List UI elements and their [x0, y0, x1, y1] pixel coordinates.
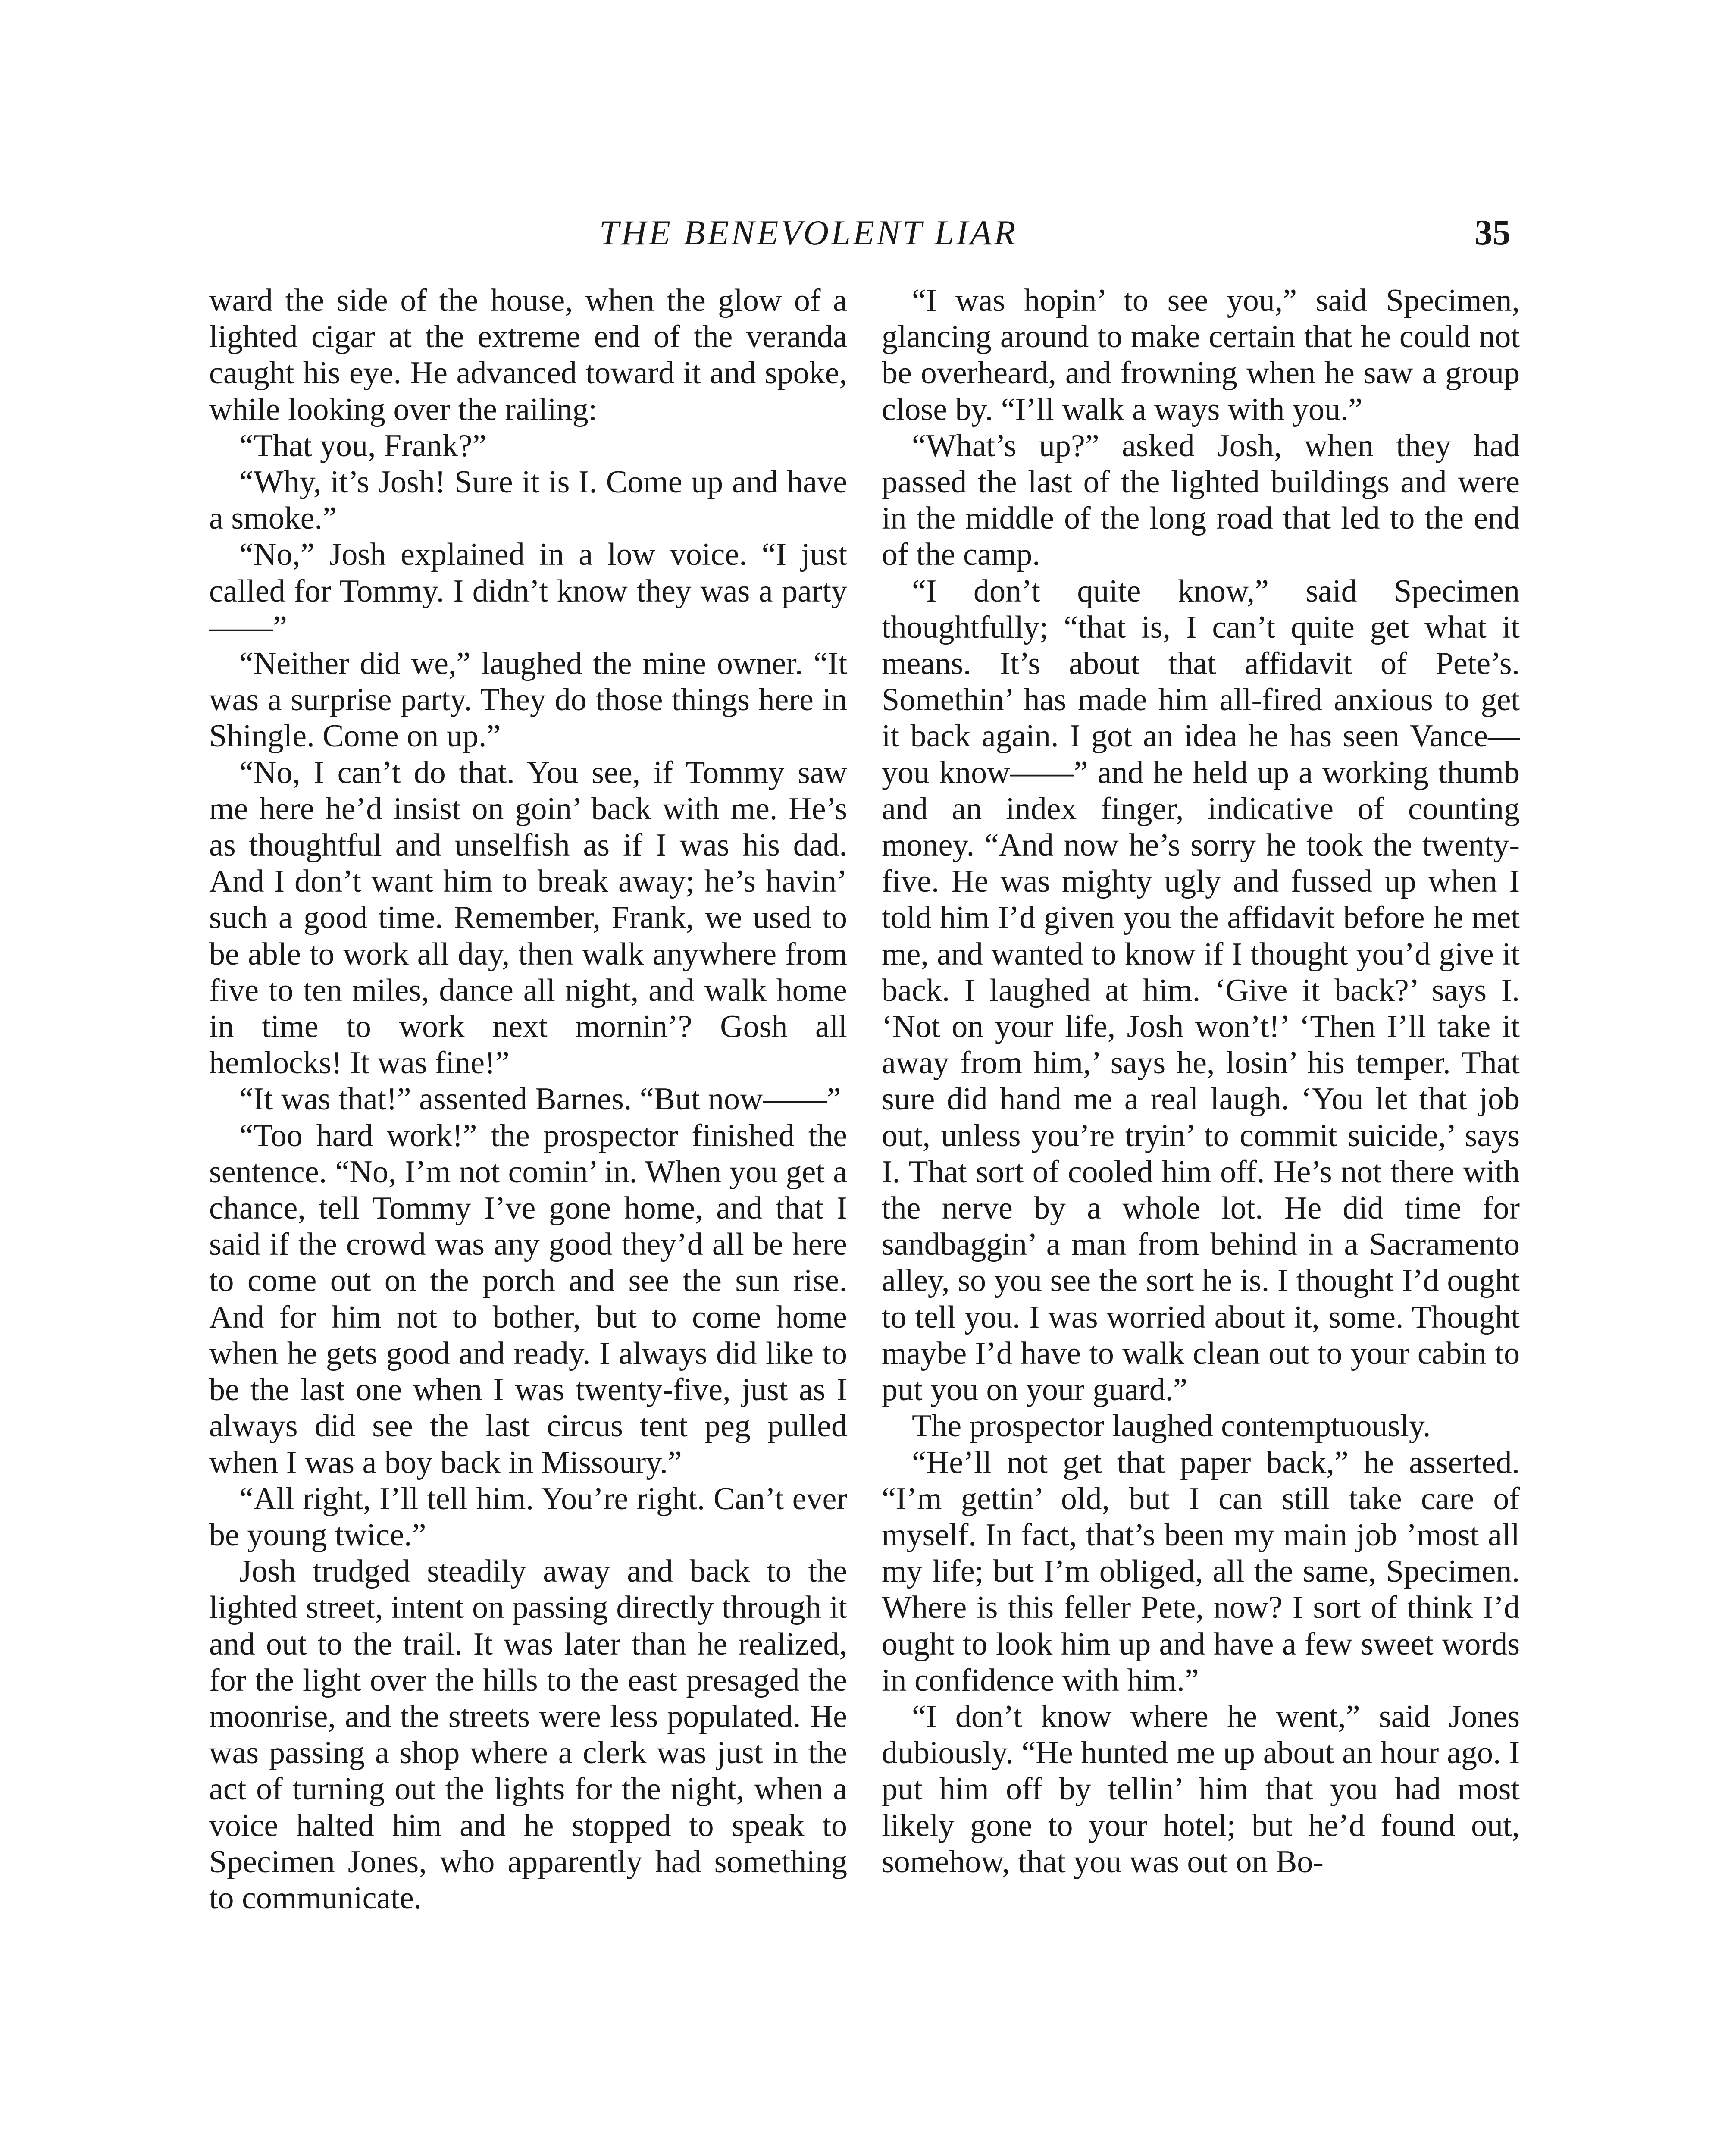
paragraph: “No,” Josh explained in a low voice. “I just called for Tommy. I didn’t know they was a party——” [209, 537, 847, 645]
paragraph: “That you, Frank?” [239, 428, 487, 464]
left-text-column [209, 282, 847, 2156]
paragraph: “No, I can’t do that. You see, if Tommy saw me here he’d insist on goin’ back with me. He’s as thoughtful and unselfish as if I was his dad. And I don’t want him to break away; he’s havin’ such a good time. Remember, Frank, we used to be able to work all day, then walk anywhere from five to ten miles, dance all night, and walk home in time to work next mornin’? Gosh all hemlocks! It was fine!” [209, 755, 847, 1081]
paragraph: The prospector laughed contemptuously. [912, 1408, 1431, 1444]
paragraph: ward the side of the house, when the glow of a lighted cigar at the extreme end of the veranda caught his eye. He advanced toward it and spoke, while looking over the railing: [209, 283, 847, 427]
paragraph: “It was that!” assented Barnes. “But now——” [239, 1081, 841, 1117]
page-number: 35 [1474, 213, 1511, 253]
paragraph: “I don’t know where he went,” said Jones dubiously. “He hunted me up about an hour ago. I put him off by tellin’ him that you had most likely gone to your hotel; but he’d found out, somehow, that you was out on Bo- [882, 1698, 1520, 1880]
paragraph: “Too hard work!” the prospector finished the sentence. “No, I’m not comin’ in. When you get a chance, tell Tommy I’ve gone home, and that I said if the crowd was any good they’d all be here to come out on the porch and see the sun rise. And for him not to bother, but to come home when he gets good and ready. I always did like to be the last one when I was twenty-five, just as I always did see the last circus tent peg pulled when I was a boy back in Missoury.” [209, 1118, 847, 1480]
paragraph: “What’s up?” asked Josh, when they had passed the last of the lighted buildings and were in the middle of the long road that led to the end of the camp. [882, 428, 1520, 573]
paragraph: “I was hopin’ to see you,” said Specimen, glancing around to make certain that he could not be overheard, and frowning when he saw a group close by. “I’ll walk a ways with you.” [882, 283, 1520, 427]
paragraph: “I don’t quite know,” said Specimen thoughtfully; “that is, I can’t quite get what it means. It’s about that affidavit of Pete’s. Somethin’ has made him all-fired anxious to get it back again. I got an idea he has seen Vance—you know——” and he held up a working thumb and an index finger, indicative of counting money. “And now he’s sorry he took the twenty-five. He was mighty ugly and fussed up when I told him I’d given you the affidavit before he met me, and wanted to know if I thought you’d give it back. I laughed at him. ‘Give it back?’ says I. ‘Not on your life, Josh won’t!’ ‘Then I’ll take it away from him,’ says he, losin’ his temper. That sure did hand me a real laugh. ‘You let that job out, unless you’re tryin’ to commit suicide,’ says I. That sort of cooled him off. He’s not there with the nerve by a whole lot. He did time for sandbaggin’ a man from behind in a Sacramento alley, so you see the sort he is. I thought I’d ought to tell you. I was worried about it, some. Thought maybe I’d have to walk clean out to your cabin to put you on your guard.” [882, 573, 1520, 1408]
paragraph: Josh trudged steadily away and back to the lighted street, intent on passing directly through it and out to the trail. It was later than he realized, for the light over the hills to the east presaged the moonrise, and the streets were less populated. He was passing a shop where a clerk was just in the act of turning out the lights for the night, when a voice halted him and he stopped to speak to Specimen Jones, who apparently had something to communicate. [209, 1554, 847, 1916]
running-head [0, 203, 1728, 263]
paragraph: “All right, I’ll tell him. You’re right. Can’t ever be young twice.” [209, 1481, 847, 1553]
paragraph: “Neither did we,” laughed the mine owner. “It was a surprise party. They do those things here in Shingle. Come on up.” [209, 646, 847, 754]
right-text-column [882, 282, 1520, 2156]
paragraph: “He’ll not get that paper back,” he asserted. “I’m gettin’ old, but I can still take care of myself. In fact, that’s been my main job ’most all my life; but I’m obliged, all the same, Specimen. Where is this feller Pete, now? I sort of think I’d ought to look him up and have a few sweet words in confidence with him.” [882, 1445, 1520, 1698]
paragraph: “Why, it’s Josh! Sure it is I. Come up and have a smoke.” [209, 464, 847, 536]
running-title: THE BENEVOLENT LIAR [599, 213, 1018, 252]
